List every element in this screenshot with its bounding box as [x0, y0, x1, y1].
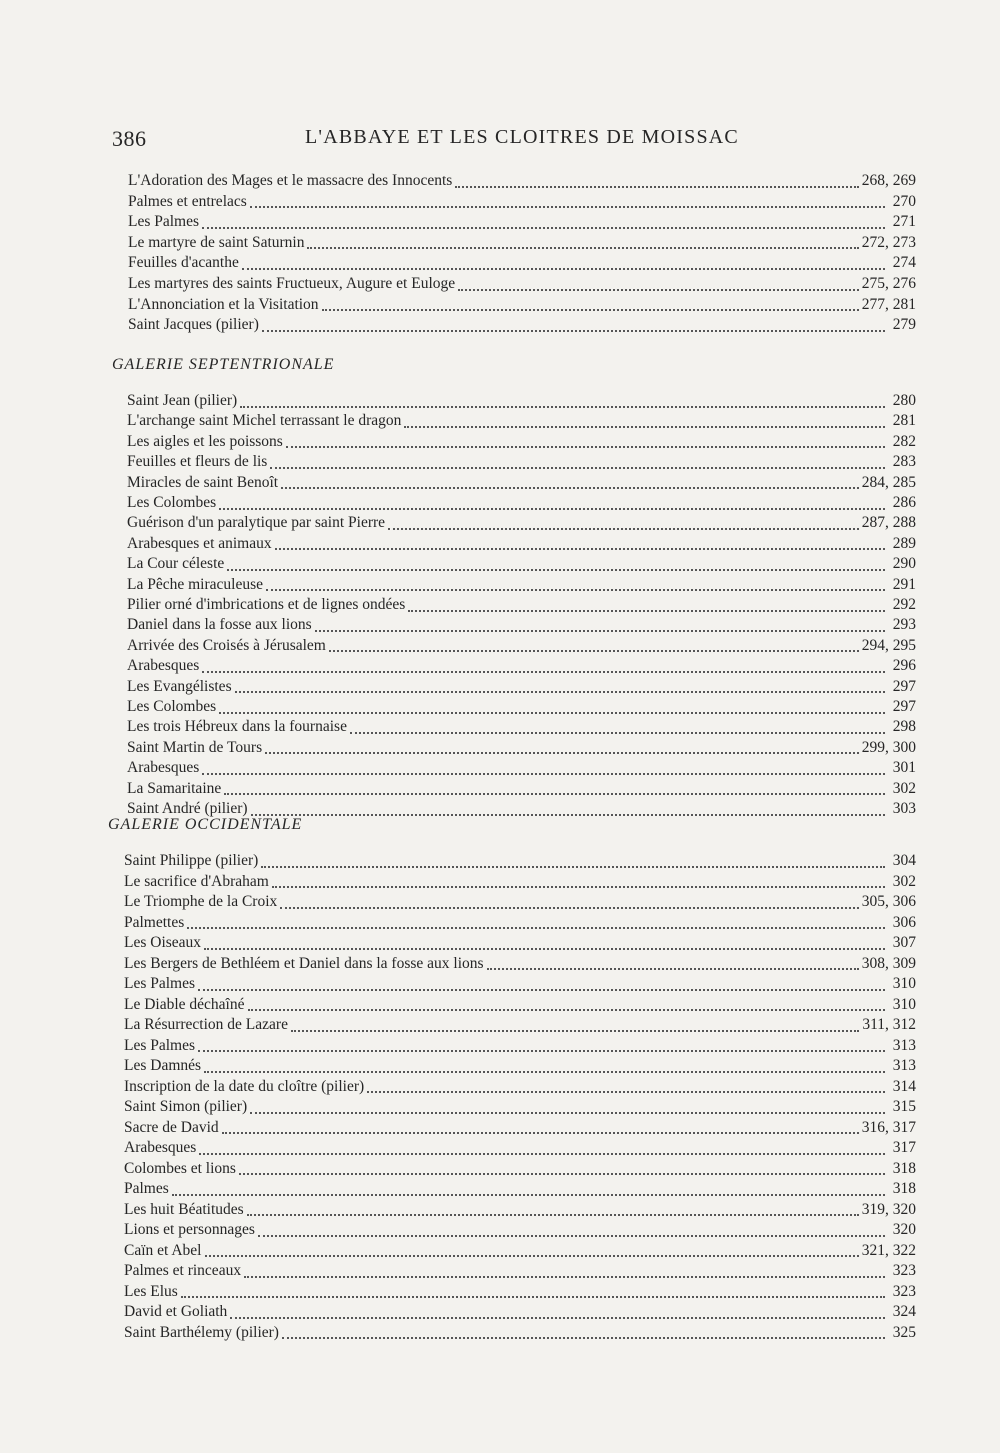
entry-title: Les Palmes [124, 1036, 196, 1054]
dot-leader [458, 288, 859, 291]
section-heading: GALERIE OCCIDENTALE [108, 816, 303, 833]
toc-entry [124, 1118, 916, 1138]
entry-title: Arrivée des Croisés à Jérusalem [127, 636, 326, 654]
toc-entry [124, 1077, 916, 1097]
entry-title: Arabesques et animaux [127, 534, 272, 552]
toc-entry [128, 315, 916, 335]
entry-title: Feuilles et fleurs de lis [127, 453, 268, 471]
entry-page-number: 281 [892, 412, 916, 430]
toc-entry [127, 677, 916, 697]
entry-title: Saint Philippe (pilier) [124, 852, 259, 869]
entry-title: Feuilles d'acanthe [128, 254, 239, 272]
entry-title: Les Bergers de Bethléem et Daniel dans la fosse aux lions [124, 954, 484, 972]
toc-entry [127, 534, 916, 554]
entry-title: Caïn et Abel [124, 1241, 202, 1259]
toc-entry [127, 452, 916, 472]
toc-entry [127, 575, 916, 595]
dot-leader [247, 1213, 859, 1216]
section-heading: GALERIE SEPTENTRIONALE [112, 356, 335, 373]
entry-page-number: 323 [892, 1262, 916, 1279]
entry-title: Les Colombes [127, 494, 217, 511]
dot-leader [275, 547, 885, 550]
dot-leader [181, 1295, 885, 1298]
dot-leader [262, 329, 885, 332]
entry-page-number: 313 [892, 1036, 916, 1054]
entry-title: La Pêche miraculeuse [127, 575, 263, 593]
entry-page-number: 302 [892, 872, 916, 890]
toc-entry [124, 954, 916, 974]
entry-title: L'Adoration des Mages et le massacre des Innocents [128, 172, 453, 189]
entry-title: Le Triomphe de la Croix [124, 893, 278, 910]
entry-title: Arabesques [124, 1139, 197, 1156]
dot-leader [315, 629, 885, 632]
entry-page-number: 287, 288 [861, 514, 916, 532]
dot-leader [202, 670, 885, 673]
entry-title: Palmes et entrelacs [128, 192, 247, 210]
entry-title: David et Goliath [124, 1303, 228, 1320]
toc-entry [124, 1056, 916, 1076]
toc-entry [124, 1138, 916, 1158]
dot-leader [307, 246, 858, 249]
dot-leader [187, 926, 885, 929]
dot-leader [227, 568, 885, 571]
entry-title: Les Evangélistes [127, 677, 232, 695]
entry-page-number: 308, 309 [861, 954, 916, 972]
dot-leader [219, 507, 885, 510]
dot-leader [230, 1316, 885, 1319]
toc-entry [124, 1159, 916, 1179]
entry-page-number: 297 [892, 677, 916, 695]
entry-page-number: 272, 273 [861, 233, 916, 251]
entry-page-number: 304 [892, 852, 916, 869]
toc-entry [128, 212, 916, 232]
toc-entry [127, 758, 916, 778]
dot-leader [261, 865, 885, 868]
toc-entry [124, 1015, 916, 1035]
toc-entry [127, 615, 916, 635]
entry-page-number: 271 [892, 213, 916, 231]
dot-leader [350, 731, 885, 734]
entry-page-number: 268, 269 [861, 172, 916, 189]
dot-leader [266, 588, 885, 591]
toc-entry [127, 636, 916, 656]
entry-page-number: 296 [892, 657, 916, 675]
entry-page-number: 303 [892, 800, 916, 817]
entry-page-number: 298 [892, 718, 916, 736]
entry-page-number: 323 [892, 1282, 916, 1300]
entry-page-number: 319, 320 [861, 1200, 916, 1218]
entry-page-number: 297 [892, 698, 916, 715]
entry-title: Les trois Hébreux dans la fournaise [127, 718, 347, 736]
toc-entry [124, 1097, 916, 1117]
entry-title: Colombes et lions [124, 1159, 236, 1177]
entry-title: L'archange saint Michel terrassant le dragon [127, 412, 402, 430]
toc-entry [124, 1241, 916, 1261]
toc-entry [124, 913, 916, 933]
entry-title: Inscription de la date du cloître (pilier) [124, 1077, 365, 1095]
dot-leader [242, 267, 885, 270]
toc-entry [127, 513, 916, 533]
entry-title: Arabesques [127, 759, 200, 777]
dot-leader [199, 1152, 885, 1155]
entry-title: Les Palmes [124, 975, 196, 992]
dot-leader [286, 445, 885, 448]
entry-page-number: 274 [892, 254, 916, 272]
entry-page-number: 314 [892, 1077, 916, 1095]
dot-leader [258, 1234, 885, 1237]
dot-leader [172, 1193, 885, 1196]
dot-leader [205, 1254, 859, 1257]
entry-title: Les martyres des saints Fructueux, Augure et Euloge [128, 275, 456, 292]
dot-leader [239, 1172, 885, 1175]
entry-page-number: 289 [892, 534, 916, 552]
entry-title: Les Damnés [124, 1057, 202, 1074]
dot-leader [322, 308, 859, 311]
entry-title: Les huit Béatitudes [124, 1200, 244, 1218]
toc-entry [124, 1179, 916, 1199]
dot-leader [219, 711, 885, 714]
entry-title: Guérison d'un paralytique par saint Pierre [127, 514, 386, 532]
entry-page-number: 299, 300 [861, 738, 916, 756]
toc-entry [124, 1200, 916, 1220]
dot-leader [404, 425, 885, 428]
entry-page-number: 324 [892, 1303, 916, 1320]
entry-title: La Cour céleste [127, 555, 225, 573]
toc-entry [124, 995, 916, 1015]
dot-leader [487, 967, 859, 970]
entry-page-number: 311, 312 [862, 1016, 916, 1033]
toc-entry [124, 933, 916, 953]
toc-entry [127, 738, 916, 758]
dot-leader [202, 772, 885, 775]
entry-title: Les Oiseaux [124, 934, 202, 951]
toc-entry [127, 717, 916, 737]
entry-title: Palmes [124, 1180, 169, 1197]
page-header [112, 126, 912, 156]
entry-title: Saint André (pilier) [127, 800, 248, 817]
toc-entry [124, 1220, 916, 1240]
entry-title: Pilier orné d'imbrications et de lignes ondées [127, 596, 406, 613]
entry-title: Le sacrifice d'Abraham [124, 872, 269, 890]
toc-entry [124, 974, 916, 994]
running-title: L'ABBAYE ET LES CLOITRES DE MOISSAC [305, 126, 739, 148]
dot-leader [202, 226, 885, 229]
toc-entry [127, 656, 916, 676]
entry-title: Miracles de saint Benoît [127, 473, 279, 491]
entry-page-number: 280 [892, 392, 916, 409]
entry-page-number: 270 [892, 192, 916, 210]
entry-title: Palmettes [124, 913, 185, 931]
entry-title: Saint Simon (pilier) [124, 1098, 248, 1115]
toc-entry [128, 253, 916, 273]
dot-leader [204, 1070, 885, 1073]
toc-entry [124, 1302, 916, 1322]
entry-page-number: 275, 276 [861, 275, 916, 292]
toc-entry [127, 473, 916, 493]
page-number: 386 [112, 126, 147, 151]
entry-title: Arabesques [127, 657, 200, 675]
entry-title: Palmes et rinceaux [124, 1262, 242, 1279]
entry-title: Lions et personnages [124, 1221, 255, 1238]
entry-page-number: 317 [892, 1139, 916, 1156]
dot-leader [280, 906, 858, 909]
dot-leader [455, 185, 858, 188]
toc-entry [128, 274, 916, 294]
dot-leader [291, 1029, 859, 1032]
dot-leader [235, 690, 885, 693]
entry-page-number: 321, 322 [861, 1241, 916, 1259]
toc-entry [127, 779, 916, 799]
toc-entry [127, 595, 916, 615]
entry-title: Le Diable déchaîné [124, 995, 245, 1013]
dot-leader [248, 1008, 886, 1011]
entry-page-number: 291 [892, 575, 916, 593]
entry-page-number: 294, 295 [861, 636, 916, 654]
entry-page-number: 310 [892, 995, 916, 1013]
entry-title: Le martyre de saint Saturnin [128, 233, 305, 251]
toc-entry [127, 432, 916, 452]
dot-leader [250, 1111, 885, 1114]
dot-leader [272, 885, 885, 888]
toc-entry [127, 493, 916, 513]
toc-entry [124, 1282, 916, 1302]
dot-leader [282, 1336, 885, 1339]
toc-entry [128, 171, 916, 191]
dot-leader [250, 205, 885, 208]
toc-entry [124, 872, 916, 892]
toc-entry [124, 1036, 916, 1056]
entry-title: Daniel dans la fosse aux lions [127, 616, 312, 634]
entry-page-number: 302 [892, 779, 916, 797]
entry-title: La Résurrection de Lazare [124, 1016, 288, 1033]
entry-page-number: 310 [892, 975, 916, 992]
entry-page-number: 283 [892, 453, 916, 471]
toc-entry [124, 1323, 916, 1343]
entry-title: L'Annonciation et la Visitation [128, 295, 319, 313]
dot-leader [240, 405, 885, 408]
toc-entry [124, 1261, 916, 1281]
toc-entry [128, 295, 916, 315]
dot-leader [281, 486, 859, 489]
entry-title: Les Elus [124, 1282, 178, 1300]
entry-page-number: 307 [892, 934, 916, 951]
dot-leader [244, 1275, 885, 1278]
entry-page-number: 318 [892, 1180, 916, 1197]
toc-entry [127, 697, 916, 717]
dot-leader [222, 1131, 859, 1134]
entry-page-number: 306 [892, 913, 916, 931]
entry-page-number: 318 [892, 1159, 916, 1177]
dot-leader [251, 813, 885, 816]
toc-entry [128, 233, 916, 253]
entry-title: Les aigles et les poissons [127, 432, 283, 450]
toc-entry [127, 391, 916, 411]
entry-title: Saint Jacques (pilier) [128, 316, 259, 334]
dot-leader [408, 609, 885, 612]
entry-page-number: 277, 281 [861, 295, 916, 313]
dot-leader [198, 988, 885, 991]
toc-entry [124, 851, 916, 871]
dot-leader [224, 792, 885, 795]
entry-page-number: 293 [892, 616, 916, 634]
entry-page-number: 305, 306 [861, 893, 916, 910]
dot-leader [270, 466, 885, 469]
entry-page-number: 292 [892, 596, 916, 613]
entry-page-number: 325 [892, 1323, 916, 1341]
entry-page-number: 284, 285 [861, 473, 916, 491]
entry-page-number: 286 [892, 494, 916, 511]
entry-page-number: 315 [892, 1098, 916, 1115]
entry-title: Saint Barthélemy (pilier) [124, 1323, 279, 1341]
entry-page-number: 313 [892, 1057, 916, 1074]
toc-entry [128, 192, 916, 212]
entry-page-number: 279 [892, 316, 916, 334]
entry-title: La Samaritaine [127, 779, 222, 797]
dot-leader [388, 527, 859, 530]
toc-entry [127, 411, 916, 431]
entry-page-number: 320 [892, 1221, 916, 1238]
entry-page-number: 282 [892, 432, 916, 450]
entry-title: Saint Jean (pilier) [127, 392, 238, 409]
dot-leader [329, 649, 859, 652]
entry-page-number: 301 [892, 759, 916, 777]
entry-title: Sacre de David [124, 1118, 219, 1136]
dot-leader [198, 1049, 885, 1052]
entry-title: Les Palmes [128, 213, 200, 231]
toc-entry [127, 554, 916, 574]
entry-title: Saint Martin de Tours [127, 738, 263, 756]
toc-entry [124, 892, 916, 912]
dot-leader [204, 947, 885, 950]
dot-leader [265, 751, 859, 754]
entry-page-number: 290 [892, 555, 916, 573]
entry-page-number: 316, 317 [861, 1118, 916, 1136]
dot-leader [367, 1090, 885, 1093]
entry-title: Les Colombes [127, 698, 217, 715]
